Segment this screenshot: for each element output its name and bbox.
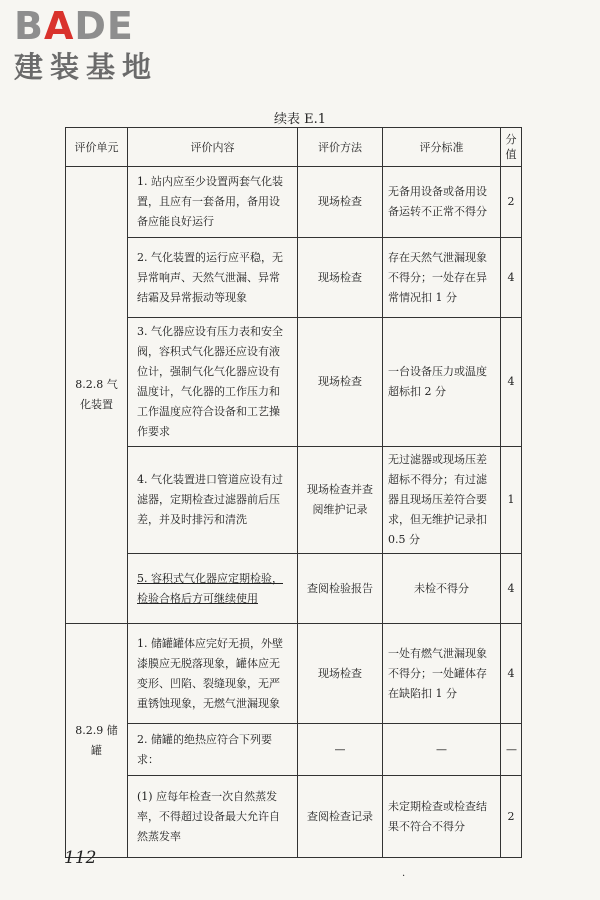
- method-cell: 查阅检验报告: [298, 554, 383, 624]
- unit-cell: 8.2.9 储罐: [66, 624, 128, 858]
- score-cell: 4: [501, 238, 522, 318]
- table-header-row: [66, 128, 522, 167]
- table-row: [66, 318, 522, 447]
- content-cell: 2. 气化装置的运行应平稳，无异常响声、天然气泄漏、异常结霜及异常振动等现象: [128, 238, 298, 318]
- standard-cell: 未检不得分: [383, 554, 501, 624]
- standard-cell: 一处有燃气泄漏现象不得分；一处罐体存在缺陷扣 1 分: [383, 624, 501, 724]
- standard-cell: 存在天然气泄漏现象不得分；一处存在异常情况扣 1 分: [383, 238, 501, 318]
- table-row: [66, 624, 522, 724]
- page-number: 112: [64, 848, 97, 868]
- logo-subtitle: 建装基地: [14, 50, 159, 84]
- method-cell: 现场检查: [298, 318, 383, 447]
- logo-wordmark: BADE: [14, 4, 134, 48]
- table-row: [66, 447, 522, 554]
- content-cell: 1. 储罐罐体应完好无损，外壁漆膜应无脱落现象，罐体应无变形、凹陷、裂缝现象，无严重锈蚀现象，无燃气泄漏现象: [128, 624, 298, 724]
- table-row: [66, 238, 522, 318]
- method-cell: 现场检查: [298, 238, 383, 318]
- method-cell: 查阅检查记录: [298, 776, 383, 858]
- content-cell: 2. 储罐的绝热应符合下列要求：: [128, 724, 298, 776]
- header-unit: 评价单元: [66, 128, 128, 167]
- evaluation-table: [65, 127, 522, 858]
- method-cell: 现场检查并查阅维护记录: [298, 447, 383, 554]
- content-cell: 3. 气化器应设有压力表和安全阀，容积式气化器还应设有液位计，强制气化气化器应设有温度计，气化器的工作压力和工作温度应符合设备和工艺操作要求: [128, 318, 298, 447]
- standard-cell: —: [383, 724, 501, 776]
- score-cell: 1: [501, 447, 522, 554]
- table-caption: 续表 E.1: [273, 112, 327, 127]
- content-cell: 5. 容积式气化器应定期检验，检验合格后方可继续使用: [128, 554, 298, 624]
- score-cell: 2: [501, 776, 522, 858]
- method-cell: 现场检查: [298, 624, 383, 724]
- score-cell: 4: [501, 318, 522, 447]
- bade-logo: [14, 4, 158, 84]
- header-method: 评价方法: [298, 128, 383, 167]
- table-row: [66, 776, 522, 858]
- table-row: [66, 167, 522, 238]
- score-cell: 2: [501, 167, 522, 238]
- footer-mark: .: [402, 868, 406, 879]
- content-cell: (1) 应每年检查一次自然蒸发率，不得超过设备最大允许自然蒸发率: [128, 776, 298, 858]
- unit-cell: 8.2.8 气化装置: [66, 167, 128, 624]
- content-cell: 4. 气化装置进口管道应设有过滤器，定期检查过滤器前后压差，并及时排污和清洗: [128, 447, 298, 554]
- method-cell: —: [298, 724, 383, 776]
- header-score: 分值: [501, 128, 522, 167]
- standard-cell: 一台设备压力或温度超标扣 2 分: [383, 318, 501, 447]
- content-cell: 1. 站内应至少设置两套气化装置，且应有一套备用，备用设备应能良好运行: [128, 167, 298, 238]
- table-row: [66, 554, 522, 624]
- table-row: [66, 724, 522, 776]
- method-cell: 现场检查: [298, 167, 383, 238]
- standard-cell: 无备用设备或备用设备运转不正常不得分: [383, 167, 501, 238]
- header-standard: 评分标准: [383, 128, 501, 167]
- score-cell: 4: [501, 624, 522, 724]
- header-content: 评价内容: [128, 128, 298, 167]
- score-cell: —: [501, 724, 522, 776]
- score-cell: 4: [501, 554, 522, 624]
- standard-cell: 未定期检查或检查结果不符合不得分: [383, 776, 501, 858]
- standard-cell: 无过滤器或现场压差超标不得分；有过滤器且现场压差符合要求，但无维护记录扣 0.5 分: [383, 447, 501, 554]
